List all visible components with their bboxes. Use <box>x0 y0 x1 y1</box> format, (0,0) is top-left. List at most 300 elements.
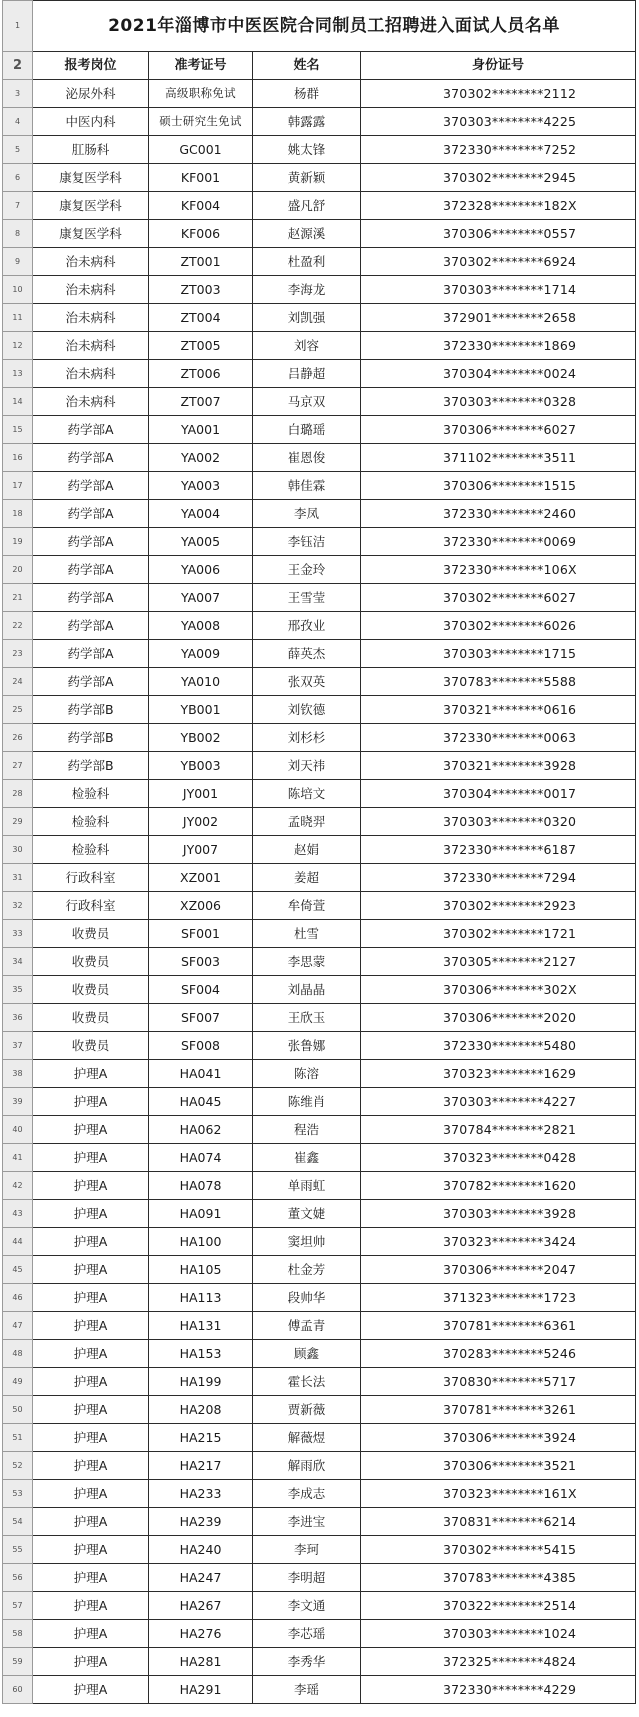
cell-name: 刘钦德 <box>253 696 361 724</box>
cell-post: 治未病科 <box>33 332 149 360</box>
table-row <box>3 1284 636 1312</box>
row-number: 10 <box>3 276 33 304</box>
cell-name: 李凤 <box>253 500 361 528</box>
cell-ticket: ZT005 <box>149 332 253 360</box>
cell-post: 护理A <box>33 1508 149 1536</box>
row-number: 30 <box>3 836 33 864</box>
table-row <box>3 1396 636 1424</box>
cell-ticket: YA004 <box>149 500 253 528</box>
row-number: 54 <box>3 1508 33 1536</box>
cell-ticket: SF003 <box>149 948 253 976</box>
row-number: 8 <box>3 220 33 248</box>
cell-name: 杜雪 <box>253 920 361 948</box>
row-number: 24 <box>3 668 33 696</box>
cell-ticket: HA239 <box>149 1508 253 1536</box>
table-row <box>3 528 636 556</box>
cell-ticket: YA003 <box>149 472 253 500</box>
cell-ticket: HA208 <box>149 1396 253 1424</box>
cell-id-number: 370302********2945 <box>361 164 636 192</box>
cell-name: 孟晓羿 <box>253 808 361 836</box>
cell-name: 刘天祎 <box>253 752 361 780</box>
cell-name: 崔鑫 <box>253 1144 361 1172</box>
cell-id-number: 370306********2047 <box>361 1256 636 1284</box>
cell-ticket: XZ001 <box>149 864 253 892</box>
cell-id-number: 370303********3928 <box>361 1200 636 1228</box>
table-row <box>3 1592 636 1620</box>
table-row <box>3 416 636 444</box>
row-number: 7 <box>3 192 33 220</box>
cell-ticket: 硕士研究生免试 <box>149 108 253 136</box>
table-row <box>3 360 636 388</box>
cell-id-number: 370306********0557 <box>361 220 636 248</box>
cell-ticket: HA041 <box>149 1060 253 1088</box>
table-row <box>3 752 636 780</box>
table-row <box>3 1088 636 1116</box>
table-row <box>3 304 636 332</box>
cell-ticket: HA217 <box>149 1452 253 1480</box>
cell-ticket: YA009 <box>149 640 253 668</box>
cell-post: 收费员 <box>33 948 149 976</box>
cell-name: 李思蒙 <box>253 948 361 976</box>
cell-name: 杨群 <box>253 80 361 108</box>
table-row <box>3 1116 636 1144</box>
cell-ticket: HA215 <box>149 1424 253 1452</box>
cell-name: 王金玲 <box>253 556 361 584</box>
cell-post: 行政科室 <box>33 892 149 920</box>
cell-ticket: HA078 <box>149 1172 253 1200</box>
cell-ticket: HA233 <box>149 1480 253 1508</box>
row-number: 20 <box>3 556 33 584</box>
cell-post: 护理A <box>33 1116 149 1144</box>
cell-post: 护理A <box>33 1284 149 1312</box>
cell-ticket: XZ006 <box>149 892 253 920</box>
cell-name: 程浩 <box>253 1116 361 1144</box>
cell-name: 陈培文 <box>253 780 361 808</box>
cell-ticket: ZT007 <box>149 388 253 416</box>
cell-name: 黄新颖 <box>253 164 361 192</box>
cell-id-number: 370323********3424 <box>361 1228 636 1256</box>
cell-ticket: JY002 <box>149 808 253 836</box>
row-number: 33 <box>3 920 33 948</box>
cell-name: 解雨欣 <box>253 1452 361 1480</box>
cell-post: 康复医学科 <box>33 164 149 192</box>
cell-post: 护理A <box>33 1228 149 1256</box>
cell-post: 收费员 <box>33 920 149 948</box>
cell-name: 赵源溪 <box>253 220 361 248</box>
cell-id-number: 370302********2112 <box>361 80 636 108</box>
table-row <box>3 976 636 1004</box>
cell-name: 李珂 <box>253 1536 361 1564</box>
row-number: 39 <box>3 1088 33 1116</box>
cell-name: 吕静超 <box>253 360 361 388</box>
cell-post: 药学部B <box>33 752 149 780</box>
row-number: 52 <box>3 1452 33 1480</box>
cell-post: 药学部A <box>33 612 149 640</box>
cell-post: 护理A <box>33 1396 149 1424</box>
table-row <box>3 1452 636 1480</box>
column-header-ticket: 准考证号 <box>149 52 253 80</box>
cell-id-number: 372330********0063 <box>361 724 636 752</box>
cell-name: 王雪莹 <box>253 584 361 612</box>
row-number: 2 <box>3 52 33 80</box>
cell-name: 李芯瑶 <box>253 1620 361 1648</box>
row-number: 3 <box>3 80 33 108</box>
cell-name: 邢孜业 <box>253 612 361 640</box>
cell-id-number: 370306********3521 <box>361 1452 636 1480</box>
table-row <box>3 1676 636 1704</box>
row-number: 16 <box>3 444 33 472</box>
cell-ticket: ZT004 <box>149 304 253 332</box>
row-number: 4 <box>3 108 33 136</box>
row-number: 1 <box>3 1 33 52</box>
cell-ticket: HA131 <box>149 1312 253 1340</box>
cell-ticket: HA153 <box>149 1340 253 1368</box>
cell-post: 药学部B <box>33 724 149 752</box>
cell-ticket: SF008 <box>149 1032 253 1060</box>
cell-name: 姚太锋 <box>253 136 361 164</box>
cell-ticket: HA045 <box>149 1088 253 1116</box>
table-row <box>3 80 636 108</box>
cell-ticket: HA100 <box>149 1228 253 1256</box>
row-number: 12 <box>3 332 33 360</box>
cell-post: 检验科 <box>33 808 149 836</box>
cell-ticket: YA006 <box>149 556 253 584</box>
cell-ticket: ZT003 <box>149 276 253 304</box>
table-row <box>3 1620 636 1648</box>
cell-post: 行政科室 <box>33 864 149 892</box>
row-number: 47 <box>3 1312 33 1340</box>
cell-name: 韩露露 <box>253 108 361 136</box>
cell-name: 李成志 <box>253 1480 361 1508</box>
cell-id-number: 372330********106X <box>361 556 636 584</box>
row-number: 48 <box>3 1340 33 1368</box>
table-row <box>3 1564 636 1592</box>
interview-list-table <box>2 0 636 1704</box>
cell-name: 王欣玉 <box>253 1004 361 1032</box>
cell-id-number: 370306********302X <box>361 976 636 1004</box>
cell-id-number: 370303********1715 <box>361 640 636 668</box>
cell-post: 护理A <box>33 1200 149 1228</box>
cell-id-number: 370302********6027 <box>361 584 636 612</box>
cell-ticket: YA001 <box>149 416 253 444</box>
row-number: 55 <box>3 1536 33 1564</box>
cell-id-number: 372330********7252 <box>361 136 636 164</box>
cell-ticket: YB002 <box>149 724 253 752</box>
row-number: 6 <box>3 164 33 192</box>
cell-id-number: 370302********6924 <box>361 248 636 276</box>
cell-id-number: 370783********5588 <box>361 668 636 696</box>
table-row <box>3 920 636 948</box>
row-number: 50 <box>3 1396 33 1424</box>
cell-post: 护理A <box>33 1676 149 1704</box>
column-header-name: 姓名 <box>253 52 361 80</box>
cell-ticket: HA091 <box>149 1200 253 1228</box>
cell-post: 护理A <box>33 1620 149 1648</box>
cell-post: 护理A <box>33 1592 149 1620</box>
cell-post: 药学部A <box>33 528 149 556</box>
row-number: 58 <box>3 1620 33 1648</box>
cell-id-number: 370322********2514 <box>361 1592 636 1620</box>
cell-id-number: 372330********6187 <box>361 836 636 864</box>
cell-post: 康复医学科 <box>33 192 149 220</box>
table-row <box>3 696 636 724</box>
cell-id-number: 370302********2923 <box>361 892 636 920</box>
cell-post: 护理A <box>33 1060 149 1088</box>
table-row <box>3 276 636 304</box>
cell-name: 李瑶 <box>253 1676 361 1704</box>
row-number: 42 <box>3 1172 33 1200</box>
table-row <box>3 780 636 808</box>
table-row <box>3 220 636 248</box>
table-row <box>3 640 636 668</box>
table-row <box>3 584 636 612</box>
cell-ticket: ZT001 <box>149 248 253 276</box>
table-row <box>3 1340 636 1368</box>
column-header-id: 身份证号 <box>361 52 636 80</box>
table-row <box>3 1200 636 1228</box>
table-row <box>3 248 636 276</box>
cell-post: 收费员 <box>33 1032 149 1060</box>
row-number: 35 <box>3 976 33 1004</box>
table-row <box>3 1508 636 1536</box>
table-row <box>3 556 636 584</box>
cell-post: 治未病科 <box>33 360 149 388</box>
cell-ticket: HA291 <box>149 1676 253 1704</box>
cell-name: 赵娟 <box>253 836 361 864</box>
cell-post: 药学部B <box>33 696 149 724</box>
cell-id-number: 370306********3924 <box>361 1424 636 1452</box>
cell-post: 检验科 <box>33 780 149 808</box>
row-number: 27 <box>3 752 33 780</box>
column-header-post: 报考岗位 <box>33 52 149 80</box>
cell-name: 韩佳霖 <box>253 472 361 500</box>
row-number: 37 <box>3 1032 33 1060</box>
cell-name: 陈溶 <box>253 1060 361 1088</box>
cell-ticket: HA113 <box>149 1284 253 1312</box>
row-number: 60 <box>3 1676 33 1704</box>
cell-post: 药学部A <box>33 668 149 696</box>
cell-id-number: 370303********4225 <box>361 108 636 136</box>
row-number: 41 <box>3 1144 33 1172</box>
row-number: 53 <box>3 1480 33 1508</box>
cell-post: 治未病科 <box>33 276 149 304</box>
row-number: 49 <box>3 1368 33 1396</box>
cell-id-number: 370323********1629 <box>361 1060 636 1088</box>
table-row <box>3 668 636 696</box>
cell-post: 治未病科 <box>33 248 149 276</box>
cell-name: 段帅华 <box>253 1284 361 1312</box>
row-number: 44 <box>3 1228 33 1256</box>
cell-name: 盛凡舒 <box>253 192 361 220</box>
cell-name: 窦坦帅 <box>253 1228 361 1256</box>
cell-id-number: 372330********7294 <box>361 864 636 892</box>
table-row <box>3 1424 636 1452</box>
table-row <box>3 1256 636 1284</box>
row-number: 57 <box>3 1592 33 1620</box>
cell-ticket: HA276 <box>149 1620 253 1648</box>
cell-ticket: YA010 <box>149 668 253 696</box>
cell-post: 护理A <box>33 1368 149 1396</box>
table-row <box>3 332 636 360</box>
row-number: 26 <box>3 724 33 752</box>
table-row <box>3 472 636 500</box>
cell-ticket: YA008 <box>149 612 253 640</box>
cell-post: 药学部A <box>33 584 149 612</box>
cell-ticket: YB001 <box>149 696 253 724</box>
row-number: 19 <box>3 528 33 556</box>
cell-id-number: 372330********5480 <box>361 1032 636 1060</box>
cell-id-number: 372330********1869 <box>361 332 636 360</box>
cell-post: 康复医学科 <box>33 220 149 248</box>
cell-post: 护理A <box>33 1452 149 1480</box>
cell-name: 杜盈利 <box>253 248 361 276</box>
cell-id-number: 370782********1620 <box>361 1172 636 1200</box>
cell-post: 药学部A <box>33 416 149 444</box>
table-row <box>3 1368 636 1396</box>
cell-name: 白璐瑶 <box>253 416 361 444</box>
row-number: 22 <box>3 612 33 640</box>
cell-post: 护理A <box>33 1536 149 1564</box>
cell-post: 药学部A <box>33 500 149 528</box>
cell-post: 护理A <box>33 1312 149 1340</box>
table-row <box>3 1172 636 1200</box>
cell-id-number: 370323********161X <box>361 1480 636 1508</box>
table-row <box>3 892 636 920</box>
table-row <box>3 192 636 220</box>
cell-ticket: ZT006 <box>149 360 253 388</box>
page-title: 2021年淄博市中医医院合同制员工招聘进入面试人员名单 <box>33 1 636 52</box>
table-row <box>3 808 636 836</box>
table-row <box>3 1004 636 1032</box>
table-row <box>3 1312 636 1340</box>
cell-id-number: 370304********0024 <box>361 360 636 388</box>
cell-id-number: 371323********1723 <box>361 1284 636 1312</box>
cell-name: 傅孟青 <box>253 1312 361 1340</box>
cell-ticket: HA105 <box>149 1256 253 1284</box>
table-row <box>3 836 636 864</box>
cell-ticket: KF006 <box>149 220 253 248</box>
row-number: 31 <box>3 864 33 892</box>
row-number: 46 <box>3 1284 33 1312</box>
cell-id-number: 370302********5415 <box>361 1536 636 1564</box>
cell-post: 中医内科 <box>33 108 149 136</box>
cell-ticket: SF001 <box>149 920 253 948</box>
cell-post: 药学部A <box>33 640 149 668</box>
cell-post: 护理A <box>33 1172 149 1200</box>
cell-post: 治未病科 <box>33 304 149 332</box>
cell-ticket: HA267 <box>149 1592 253 1620</box>
table-row <box>3 864 636 892</box>
row-number: 21 <box>3 584 33 612</box>
cell-id-number: 370321********3928 <box>361 752 636 780</box>
cell-ticket: YA007 <box>149 584 253 612</box>
cell-id-number: 370283********5246 <box>361 1340 636 1368</box>
cell-ticket: JY007 <box>149 836 253 864</box>
cell-post: 泌尿外科 <box>33 80 149 108</box>
table-body <box>3 1 636 1704</box>
row-number: 17 <box>3 472 33 500</box>
cell-id-number: 372328********182X <box>361 192 636 220</box>
cell-id-number: 370303********1714 <box>361 276 636 304</box>
cell-ticket: 高级职称免试 <box>149 80 253 108</box>
cell-id-number: 370303********0320 <box>361 808 636 836</box>
row-number: 5 <box>3 136 33 164</box>
cell-id-number: 372330********0069 <box>361 528 636 556</box>
table-row <box>3 388 636 416</box>
cell-post: 检验科 <box>33 836 149 864</box>
cell-post: 肛肠科 <box>33 136 149 164</box>
cell-post: 护理A <box>33 1088 149 1116</box>
cell-ticket: HA062 <box>149 1116 253 1144</box>
header-row <box>3 52 636 80</box>
cell-ticket: GC001 <box>149 136 253 164</box>
cell-name: 牟倚萱 <box>253 892 361 920</box>
cell-name: 张双英 <box>253 668 361 696</box>
cell-ticket: SF007 <box>149 1004 253 1032</box>
row-number: 32 <box>3 892 33 920</box>
table-row <box>3 1228 636 1256</box>
cell-id-number: 370783********4385 <box>361 1564 636 1592</box>
row-number: 34 <box>3 948 33 976</box>
table-row <box>3 1144 636 1172</box>
cell-id-number: 370323********0428 <box>361 1144 636 1172</box>
cell-id-number: 370321********0616 <box>361 696 636 724</box>
cell-id-number: 370304********0017 <box>361 780 636 808</box>
cell-id-number: 370784********2821 <box>361 1116 636 1144</box>
cell-id-number: 370781********6361 <box>361 1312 636 1340</box>
cell-ticket: HA199 <box>149 1368 253 1396</box>
cell-ticket: SF004 <box>149 976 253 1004</box>
cell-name: 霍长法 <box>253 1368 361 1396</box>
row-number: 56 <box>3 1564 33 1592</box>
cell-name: 刘杉杉 <box>253 724 361 752</box>
table-row <box>3 164 636 192</box>
table-row <box>3 1648 636 1676</box>
row-number: 11 <box>3 304 33 332</box>
cell-name: 单雨虹 <box>253 1172 361 1200</box>
cell-post: 收费员 <box>33 976 149 1004</box>
cell-post: 药学部A <box>33 444 149 472</box>
cell-name: 李文通 <box>253 1592 361 1620</box>
row-number: 59 <box>3 1648 33 1676</box>
cell-post: 护理A <box>33 1424 149 1452</box>
cell-name: 姜超 <box>253 864 361 892</box>
cell-ticket: HA240 <box>149 1536 253 1564</box>
cell-id-number: 370303********0328 <box>361 388 636 416</box>
cell-id-number: 370303********4227 <box>361 1088 636 1116</box>
cell-name: 马京双 <box>253 388 361 416</box>
table-row <box>3 1060 636 1088</box>
table-row <box>3 136 636 164</box>
table-row <box>3 108 636 136</box>
cell-post: 护理A <box>33 1256 149 1284</box>
cell-post: 治未病科 <box>33 388 149 416</box>
cell-id-number: 370306********1515 <box>361 472 636 500</box>
cell-name: 李秀华 <box>253 1648 361 1676</box>
cell-post: 护理A <box>33 1480 149 1508</box>
cell-post: 护理A <box>33 1564 149 1592</box>
cell-name: 刘容 <box>253 332 361 360</box>
cell-id-number: 370781********3261 <box>361 1396 636 1424</box>
cell-name: 顾鑫 <box>253 1340 361 1368</box>
cell-id-number: 372901********2658 <box>361 304 636 332</box>
cell-name: 刘凯强 <box>253 304 361 332</box>
cell-id-number: 370305********2127 <box>361 948 636 976</box>
cell-ticket: HA074 <box>149 1144 253 1172</box>
title-row <box>3 1 636 52</box>
cell-name: 李海龙 <box>253 276 361 304</box>
cell-id-number: 370306********2020 <box>361 1004 636 1032</box>
